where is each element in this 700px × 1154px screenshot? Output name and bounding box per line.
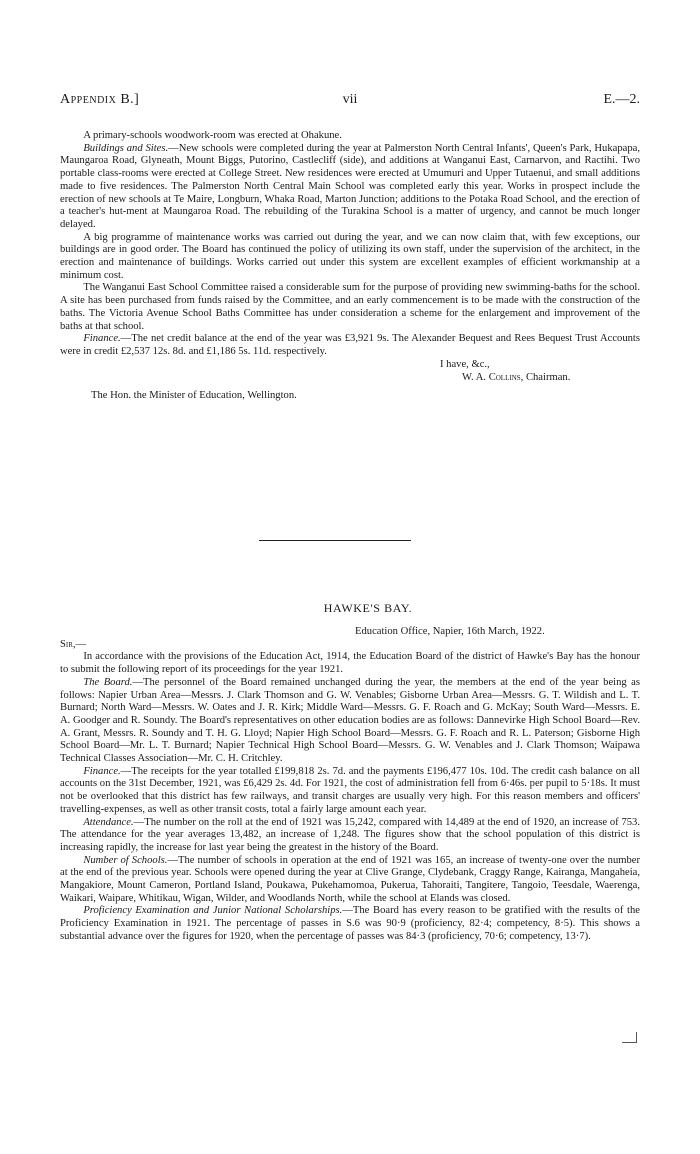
paragraph-buildings-and-sites [60, 143, 640, 232]
text-buildings-and-sites: —New schools were completed during the year at Palmerston North Central Infants', Queen's Park, Hukapapa, Maungaroa Road, Glyneath, Mount Biggs, Putorino, Castlecliff (side), and additions at Wanganui East, Carnarvon, and Ractihi. Two portable class-rooms were erected at College Street. New residences were erected at Umumuri and Upper Tutaenui, and small additions made to five residences. The Palmerston North Central Main School was completed early this year. Works in prospect include the erection of new schools at Te Maire, Longburn, Whaka Road, Marton Junction; additions to the Potaka Road School, and the erection of a teacher's hut-ment at Maungaroa Road. The rebuilding of the Turakina School is a matter of urgency, and cannot be much longer delayed. [60, 142, 640, 230]
text-attendance: —The number on the roll at the end of 1921 was 15,242, compared with 14,489 at the end of 1920, an increase of 753. The attendance for the year averages 13,482, an increase of 1,248. The figures show that the school population of this district is increasing rapidly, the increase for last year being the greatest in the history of the Board. [60, 816, 640, 853]
paragraph-proficiency [60, 905, 640, 943]
section-divider [259, 540, 411, 541]
sign-off: I have, &c., [440, 358, 490, 370]
paragraph-finance [60, 333, 640, 358]
dateline: Education Office, Napier, 16th March, 1922. [355, 626, 545, 637]
addressee: The Hon. the Minister of Education, Wellington. [91, 389, 297, 401]
paragraph-attendance [60, 817, 640, 855]
signatory [462, 372, 570, 385]
paragraph-maintenance: A big programme of maintenance works was carried out during the year, and we can now claim that, with few exceptions, our buildings are in good order. The Board has continued the policy of utilizing its own staff, under the supervision of the architect, in the erection and maintenance of buildings. Works carried out under this system are excellent examples of efficient workmanship at a minimum cost. [60, 231, 640, 281]
running-header [60, 92, 640, 112]
hawkes-bay-report [60, 601, 640, 944]
page-corner-mark [622, 1032, 637, 1043]
paragraph-the-board [60, 677, 640, 766]
text-number-of-schools: —The number of schools in operation at the end of 1921 was 165, an increase of twenty-one over the number at the end of the previous year. Schools were opened during the year at Clive Grange, Clydebank, Craggy Range, Kairanga, Mangaheia, Mangakiore, Mount Cameron, Portland Island, Poukawa, Pukehamomoa, Pukerua, Tahoraiti, Tangitere, Tangoio, Teesdale, Waerenga, Waikari, Waipare, Whitikau, Wigan, Wilder, and Woodlands North, while the school at Elands was closed. [60, 854, 641, 904]
heading-the-board: The Board. [83, 676, 133, 688]
heading-finance: Finance. [83, 333, 121, 345]
heading-proficiency: Proficiency Examination and Junior National Scholarships. [83, 905, 343, 917]
wanganui-report-tail [60, 130, 640, 402]
page-upper [60, 92, 640, 402]
header-appendix: Appendix B.] [60, 92, 140, 107]
header-page-number: vii [342, 92, 358, 107]
paragraph-introduction: In accordance with the provisions of the Education Act, 1914, the Education Board of the district of Hawke's Bay has the honour to submit the following report of its proceedings for the year 1921. [60, 651, 640, 676]
heading-number-of-schools: Number of Schools. [83, 854, 168, 866]
text-the-board: —The personnel of the Board remained unchanged during the year, the members at the end of the year being as follows: Napier Urban Area—Messrs. J. Clark Thomson and G. W. Venables; Gisborne Urban Area—Messrs. G. T. Wildish and L. T. Burnard; North Ward—Messrs. W. Oates and J. R. Kirk; Middle Ward—Messrs. G. F. Roach and G. McKay; South Ward—Messrs. E. A. Goodger and R. Soundy. The Board's representatives on other education bodies are as follows: Dannevirke High School Board—Rev. A. Grant, Messrs. R. Soundy and T. H. G. Lloyd; Napier High School Board—Messrs. G. F. Roach and R. L. Paterson; Gisborne High School Board—Mr. L. T. Burnard; Napier Technical High School Board—Messrs. G. W. Venables and J. Clark Thomson; Waipawa Technical Classes Association—Mr. C. H. Critchley. [60, 676, 641, 765]
signatory-title: , Chairman. [520, 371, 571, 383]
salutation: Sir,— [60, 638, 87, 650]
signatory-initials: W. A. [462, 371, 489, 383]
section-title: HAWKE'S BAY. [323, 601, 413, 615]
paragraph-finance-hawkes-bay [60, 766, 640, 817]
header-document-code: E.—2. [603, 92, 640, 107]
paragraph-swimming-baths: The Wanganui East School Committee raised a considerable sum for the purpose of providing new swimming-baths for the school. A site has been purchased from funds raised by the Committee, and an early commencement is to be made with the construction of the baths. The Victoria Avenue School Baths Committee has under consideration a scheme for the enlargement and improvement of the baths at that school. [60, 282, 640, 332]
paragraph-number-of-schools [60, 855, 640, 906]
paragraph-woodwork-room: A primary-schools woodwork-room was erected at Ohakune. [83, 130, 342, 141]
text-proficiency: —The Board has every reason to be gratified with the results of the Proficiency Examination in 1921. The percentage of passes in S.6 was 90·9 (proficiency, 82·4; competency, 8·5). This shows a substantial advance over the figures for 1920, when the percentage of passes was 84·3 (proficiency, 70·6; competency, 13·7). [60, 905, 640, 942]
signatory-surname: Collins [488, 371, 521, 383]
text-finance-hawkes-bay: —The receipts for the year totalled £199,818 2s. 7d. and the payments £196,477 10s. 10d. The credit cash balance on all accounts on the 31st December, 1921, was £6,429 2s. 4d. For 1921, the cost of administration fell from 6·46s. per pupil to 5·18s. It must not be overlooked that this district has few railways, and transit charges are usually very high. For this reason members and officers' travelling-expenses, as well as other transit costs, total a fairly large amount each year. [60, 765, 640, 815]
signature-block [60, 359, 640, 386]
heading-finance-hawkes-bay: Finance. [83, 765, 121, 777]
heading-buildings-and-sites: Buildings and Sites. [83, 142, 169, 154]
heading-attendance: Attendance. [83, 816, 134, 828]
text-finance: —The net credit balance at the end of the year was £3,921 9s. The Alexander Bequest and Rees Bequest Trust Accounts were in credit £2,537 12s. 8d. and £1,186 5s. 11d. respectively. [60, 333, 640, 357]
